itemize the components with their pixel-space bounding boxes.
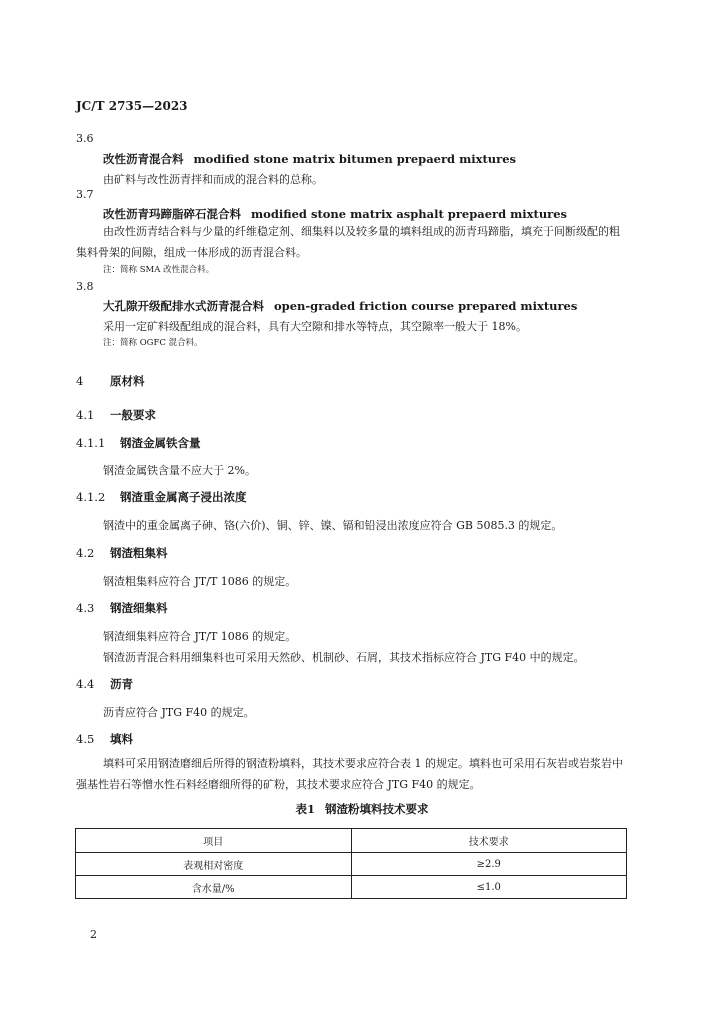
section-body: 钢渣细集料应符合 JT/T 1086 的规定。: [103, 630, 297, 643]
section-number: 4.1.2: [76, 490, 106, 504]
section-heading: [76, 600, 168, 616]
section-body: 钢渣沥青混合料用细集料也可采用天然砂、机制砂、石屑，其技术指标应符合 JTG F40 中的规定。: [103, 651, 585, 664]
term-note: 注：简称 OGFC 混合料。: [103, 338, 203, 348]
section-body: 钢渣中的重金属离子砷、铬(六价)、铜、锌、镍、镉和铅浸出浓度应符合 GB 5085.3 的规定。: [103, 519, 563, 532]
term-number: 3.6: [76, 132, 94, 145]
table-row: [76, 876, 627, 899]
term-en: modified stone matrix asphalt prepaerd mixtures: [251, 207, 568, 221]
table-cell: ≤1.0: [351, 876, 627, 899]
term-definition: 采用一定矿料级配组成的混合料，具有大空隙和排水等特点，其空隙率一般大于 18%。: [103, 320, 527, 333]
section-heading: [76, 373, 145, 389]
table-row: [76, 853, 627, 876]
section-title: 钢渣粗集料: [110, 546, 168, 560]
term-title: [103, 298, 577, 314]
term-en: open-graded friction course prepared mixtures: [274, 299, 578, 313]
section-heading: [76, 407, 156, 423]
section-heading: [76, 435, 201, 451]
section-number: 4.2: [76, 546, 95, 560]
section-number: 4.4: [76, 677, 95, 691]
section-title: 一般要求: [110, 408, 156, 422]
section-number: 4.1: [76, 408, 95, 422]
section-title: 原材料: [110, 374, 145, 388]
term-cn: 改性沥青玛蹄脂碎石混合料: [103, 207, 241, 221]
section-heading: [76, 545, 168, 561]
term-number: 3.8: [76, 280, 94, 293]
table-cell: ≥2.9: [351, 853, 627, 876]
term-title: [103, 206, 567, 222]
section-title: 钢渣细集料: [110, 601, 168, 615]
term-definition: 由矿料与改性沥青拌和而成的混合料的总称。: [103, 173, 323, 186]
section-title: 钢渣金属铁含量: [120, 436, 201, 450]
section-title: 填料: [110, 732, 133, 746]
section-title: 沥青: [110, 677, 133, 691]
table-cell: 表观相对密度: [76, 853, 352, 876]
section-body: 钢渣粗集料应符合 JT/T 1086 的规定。: [103, 575, 297, 588]
term-en: modified stone matrix bitumen prepaerd mixtures: [193, 152, 517, 166]
table-header-cell: 项目: [76, 829, 352, 853]
section-body: 沥青应符合 JTG F40 的规定。: [103, 706, 255, 719]
table-cell: 含水量/%: [76, 876, 352, 899]
page-number: 2: [90, 928, 97, 941]
term-cn: 大孔隙开级配排水式沥青混合料: [103, 299, 264, 313]
section-number: 4.3: [76, 601, 95, 615]
section-number: 4.5: [76, 732, 95, 746]
term-number: 3.7: [76, 188, 94, 201]
table-header-row: [76, 829, 627, 853]
section-number: 4: [76, 374, 84, 388]
table-header-cell: 技术要求: [351, 829, 627, 853]
table-title: 钢渣粉填料技术要求: [325, 802, 429, 816]
standard-code: JC/T 2735—2023: [76, 99, 188, 113]
table-number: 表1: [295, 802, 315, 816]
section-title: 钢渣重金属离子浸出浓度: [120, 490, 247, 504]
table-caption: [0, 801, 724, 817]
section-number: 4.1.1: [76, 436, 106, 450]
section-heading: [76, 731, 133, 747]
term-title: [103, 151, 516, 167]
section-heading: [76, 676, 133, 692]
term-note: 注：简称 SMA 改性混合料。: [103, 265, 215, 275]
spec-table: [75, 828, 627, 899]
term-cn: 改性沥青混合料: [103, 152, 184, 166]
term-definition: 由改性沥青结合料与少量的纤维稳定剂、细集料以及较多量的填料组成的沥青玛蹄脂，填充于间断级配的粗集料骨架的间隙，组成一体形成的沥青混合料。: [76, 225, 620, 259]
section-body: 填料可采用钢渣磨细后所得的钢渣粉填料，其技术要求应符合表 1 的规定。填料也可采用石灰岩或岩浆岩中强基性岩石等憎水性石料经磨细所得的矿粉，其技术要求应符合 JTG F40 的规定。: [76, 757, 623, 791]
section-heading: [76, 489, 247, 505]
section-body: 钢渣金属铁含量不应大于 2%。: [103, 464, 256, 477]
